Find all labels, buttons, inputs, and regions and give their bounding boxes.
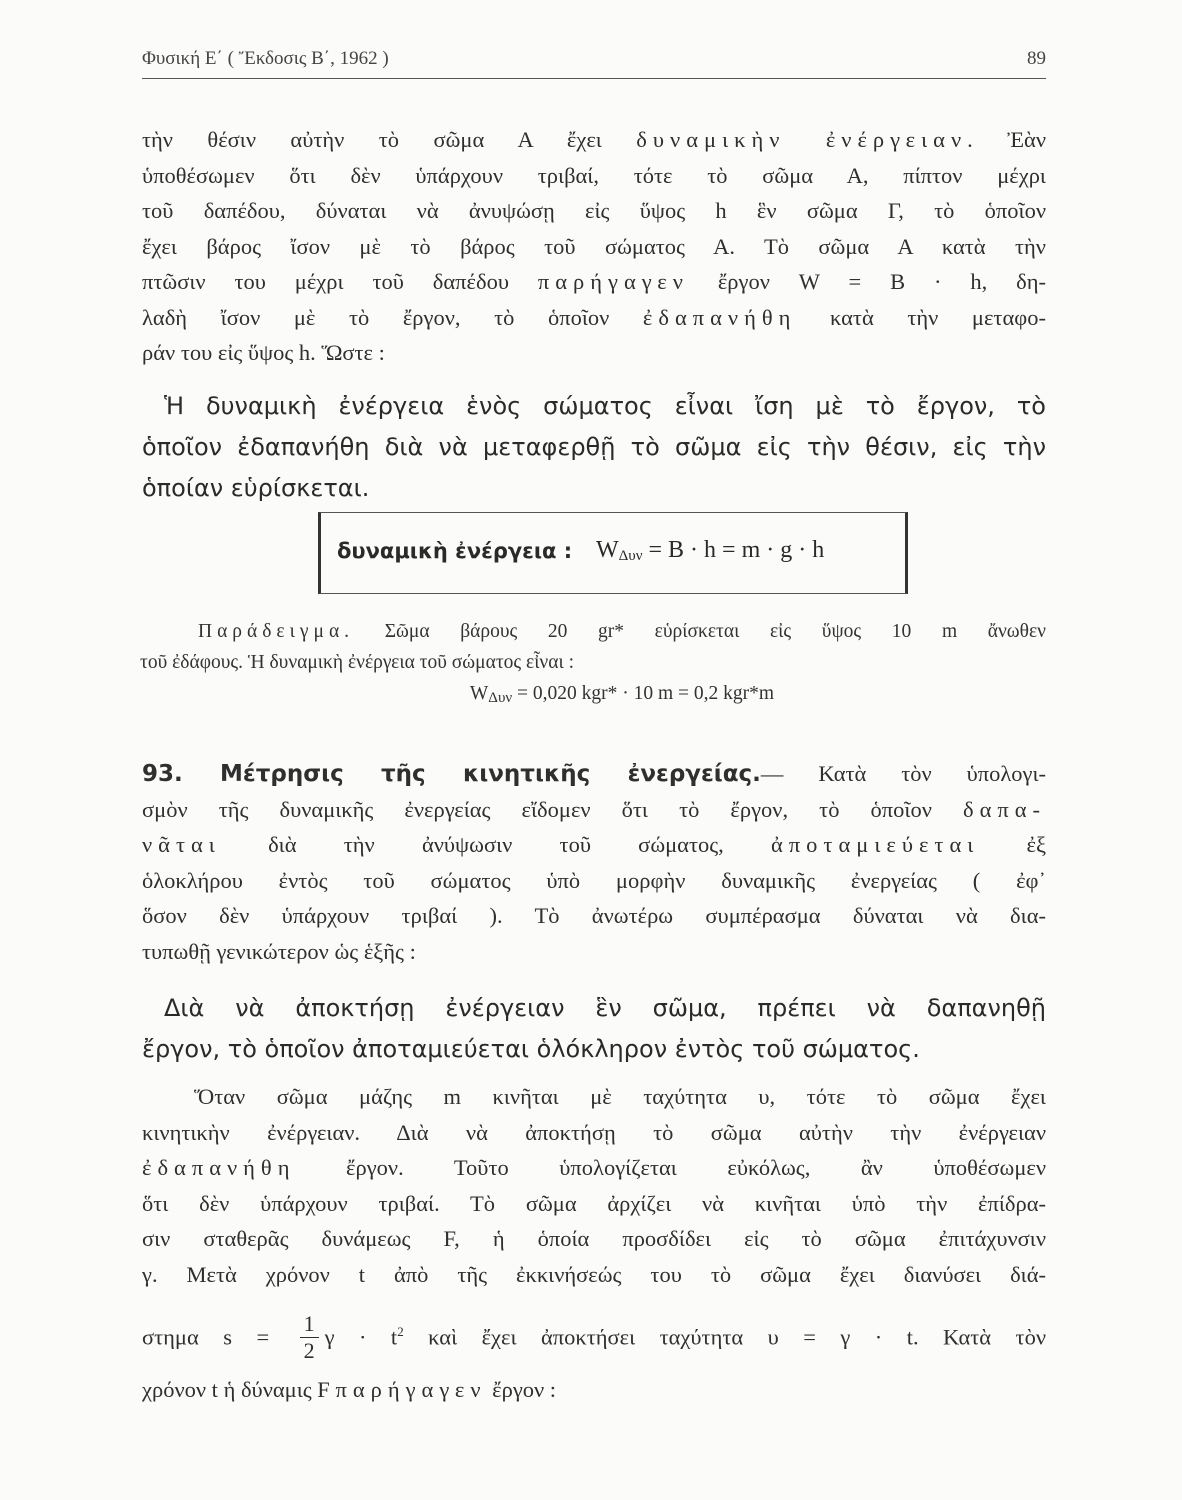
text-line: ἔχει βάρος ἴσον μὲ τὸ βάρος τοῦ σώματος Α. Τὸ σῶμα Α κατὰ τὴν — [142, 233, 1046, 259]
text-line: ράν του εἰς ὕψος h. Ὥστε : — [142, 340, 385, 365]
text-line: στημα s = $\frac{1}{2}$ $\gamma \cdot t^2$ καὶ ἔχει ἀποκτήσει ταχύτητα υ = γ · t. Κατὰ τὸν — [142, 1310, 1046, 1363]
section-heading: 93. Μέτρησις τῆς κινητικῆς ἐνεργείας. — [142, 761, 761, 787]
rule-line: Διὰ νὰ ἀποκτήσῃ ἐνέργειαν ἓν σῶμα, πρέπει νὰ δαπανηθῇ — [164, 994, 1046, 1022]
text-line: γ. Μετὰ χρόνον t ἀπὸ τῆς ἐκκινήσεώς του τὸ σῶμα ἔχει διανύσει διά- — [142, 1261, 1046, 1287]
example-equation: $W_{\Delta\upsilon\nu} = 0,020$ kgr* · 10 m = 0,2 kgr*m — [469, 683, 775, 706]
fraction-one-half: $\frac{1}{2}$ — [300, 1311, 319, 1364]
example-line: Παράδειγμα. Σῶμα βάρους 20 gr* εὑρίσκεται εἰς ὕψος 10 m ἄνωθεν — [198, 621, 1046, 642]
rule-kinetic-energy — [142, 988, 1046, 1070]
closing-line — [142, 1372, 1046, 1408]
text-line: τυπωθῇ γενικώτερον ὡς ἑξῆς : — [142, 938, 416, 964]
formula-label: δυναμικὴ ἐνέργεια : — [337, 539, 573, 563]
text-line: σμὸν τῆς δυναμικῆς ἐνεργείας εἴδομεν ὅτι τὸ ἔργον, τὸ ὁποῖον δαπα- — [142, 796, 1046, 822]
formula-box — [318, 512, 908, 594]
text-line: χρόνον t ἡ δύναμις F παρήγαγεν ἔργον : — [142, 1377, 557, 1402]
text-line: τὴν θέσιν αὐτὴν τὸ σῶμα Α ἔχει δυναμικὴν ἐνέργειαν. Ἐὰν — [142, 127, 1047, 152]
text-line: ὑποθέσωμεν ὅτι δὲν ὑπάρχουν τριβαί, τότε τὸ σῶμα Α, πίπτον μέχρι — [142, 162, 1046, 188]
text-line: λαδὴ ἴσον μὲ τὸ ἔργον, τὸ ὁποῖον ἐδαπανήθη κατὰ τὴν μεταφο- — [142, 304, 1046, 330]
header-title: Φυσική Ε΄ ( Ἔκδοσις Β΄, 1962 ) — [142, 48, 389, 69]
text-line: τοῦ δαπέδου, δύναται νὰ ἀνυψώσῃ εἰς ὕψος h ἓν σῶμα Γ, τὸ ὁποῖον — [142, 198, 1046, 223]
text-line: ἐδαπανήθη ἔργον. Τοῦτο ὑπολογίζεται εὐκόλως, ἂν ὑποθέσωμεν — [142, 1155, 1046, 1180]
rule-line: Ἡ δυναμικὴ ἐνέργεια ἑνὸς σώματος εἶναι ἴση μὲ τὸ ἔργον, τὸ — [164, 392, 1046, 420]
running-header — [142, 44, 1046, 79]
text-line: ὅτι δὲν ὑπάρχουν τριβαί. Τὸ σῶμα ἀρχίζει νὰ κινῆται ὑπὸ τὴν ἐπίδρα- — [142, 1190, 1046, 1216]
rule-line: ὁποίαν εὑρίσκεται. — [142, 474, 370, 502]
text-line: ὅσον δὲν ὑπάρχουν τριβαί ). Τὸ ἀνωτέρω συμπέρασμα δύναται νὰ δια- — [142, 903, 1046, 928]
text-line: Ὅταν σῶμα μάζης m κινῆται μὲ ταχύτητα υ, τότε τὸ σῶμα ἔχει — [194, 1084, 1046, 1109]
rule-potential-energy — [142, 386, 1046, 509]
rule-line: ἔργον, τὸ ὁποῖον ἀποταμιεύεται ὁλόκληρον ἐντὸς τοῦ σώματος. — [142, 1035, 920, 1063]
text-line: 93. Μέτρησις τῆς κινητικῆς ἐνεργείας.— Κατὰ τὸν ὑπολογι- — [142, 761, 1046, 787]
text-line: πτῶσιν του μέχρι τοῦ δαπέδου παρήγαγεν ἔργον W = B · h, δη- — [142, 269, 1046, 294]
paragraph-potential-energy — [142, 122, 1046, 371]
text-line: νᾶται διὰ τὴν ἀνύψωσιν τοῦ σώματος, ἀποταμιεύεται ἐξ — [142, 832, 1046, 857]
example-line: τοῦ ἐδάφους. Ἡ δυναμικὴ ἐνέργεια τοῦ σώματος εἶναι : — [140, 652, 575, 673]
fraction-line — [142, 1302, 1046, 1362]
text-line: κινητικὴν ἐνέργειαν. Διὰ νὰ ἀποκτήσῃ τὸ σῶμα αὐτὴν τὴν ἐνέργειαν — [142, 1119, 1046, 1145]
text-line: σιν σταθερᾶς δυνάμεως F, ἡ ὁποία προσδίδει εἰς τὸ σῶμα ἐπιτάχυνσιν — [142, 1226, 1046, 1251]
text-line: ὁλοκλήρου ἐντὸς τοῦ σώματος ὑπὸ μορφὴν δυναμικῆς ἐνεργείας ( ἐφ᾽ — [142, 867, 1046, 893]
rule-line: ὁποῖον ἐδαπανήθη διὰ νὰ μεταφερθῇ τὸ σῶμα εἰς τὴν θέσιν, εἰς τὴν — [142, 433, 1046, 461]
paragraph-kinetic-energy — [142, 1079, 1046, 1292]
formula-expression: $W_{\Delta\upsilon\nu} = B \cdot h = m \cdot g \cdot h$ — [596, 537, 825, 564]
example-block — [140, 616, 1046, 709]
page-number: 89 — [1027, 48, 1046, 69]
section-93 — [142, 756, 1046, 969]
